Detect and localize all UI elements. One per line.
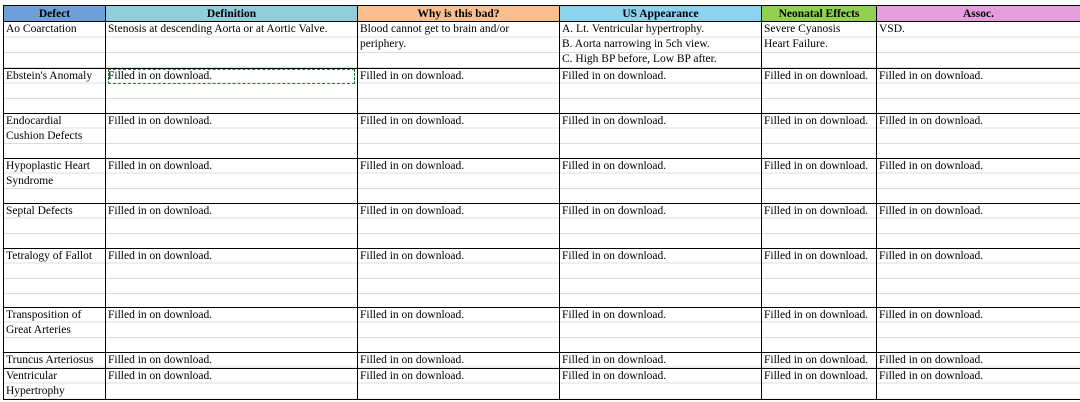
cell-text-line: Filled in on download. <box>764 69 869 82</box>
defect-cell[interactable] <box>4 248 106 307</box>
table-row <box>4 307 1080 352</box>
cell-text-line: VSD. <box>879 23 905 35</box>
assoc-cell[interactable] <box>877 368 1080 399</box>
cell-text-line: B. Aorta narrowing in 5ch view. <box>562 38 710 51</box>
assoc-cell[interactable] <box>877 113 1080 158</box>
defect-cell[interactable] <box>4 352 106 368</box>
cell-text-line: Filled in on download. <box>764 159 869 172</box>
cell-text-line: periphery. <box>360 38 407 51</box>
neonatal-effects-cell[interactable] <box>762 203 877 248</box>
cell-text-line: Hypoplastic Heart <box>6 159 90 172</box>
definition-cell[interactable] <box>106 368 358 399</box>
cell-text-line: Filled in on download. <box>108 69 355 84</box>
cell-text-line: Filled in on download. <box>360 353 465 366</box>
why-bad-cell[interactable] <box>358 307 560 352</box>
assoc-cell[interactable] <box>877 307 1080 352</box>
cell-text-line: Filled in on download. <box>108 204 213 217</box>
table-row <box>4 352 1080 368</box>
defect-cell[interactable] <box>4 203 106 248</box>
cell-text-line: Filled in on download. <box>562 308 667 321</box>
why-bad-cell[interactable] <box>358 248 560 307</box>
cell-text-line: Ventricular <box>6 369 58 382</box>
cell-text-line: Severe Cyanosis <box>764 23 841 35</box>
cell-text-line: Filled in on download. <box>879 114 984 127</box>
cell-text-line: Filled in on download. <box>108 369 213 382</box>
header-us-appearance[interactable]: US Appearance <box>560 6 762 22</box>
us-appearance-cell[interactable] <box>560 352 762 368</box>
cell-text-line: Ao Coarctation <box>6 23 77 35</box>
cell-text-line: Filled in on download. <box>562 204 667 217</box>
us-appearance-cell[interactable] <box>560 248 762 307</box>
definition-cell[interactable] <box>106 113 358 158</box>
us-appearance-cell[interactable] <box>560 203 762 248</box>
cell-text-line: Filled in on download. <box>360 369 465 382</box>
table-row <box>4 158 1080 203</box>
defect-cell[interactable] <box>4 113 106 158</box>
cell-text-line: Filled in on download. <box>879 204 984 217</box>
cell-text-line: Filled in on download. <box>562 353 667 366</box>
table-row <box>4 22 1080 69</box>
cell-text-line: Filled in on download. <box>879 249 984 262</box>
cell-text-line: Filled in on download. <box>879 69 984 82</box>
why-bad-cell[interactable] <box>358 158 560 203</box>
why-bad-cell[interactable] <box>358 113 560 158</box>
cell-text-line: A. Lt. Ventricular hypertrophy. <box>562 23 705 35</box>
definition-cell[interactable] <box>106 158 358 203</box>
cell-text-line: Filled in on download. <box>562 69 667 82</box>
header-row <box>4 6 1080 22</box>
why-bad-cell[interactable] <box>358 203 560 248</box>
defect-cell[interactable] <box>4 158 106 203</box>
cell-text-line: Filled in on download. <box>360 69 465 82</box>
us-appearance-cell[interactable] <box>560 307 762 352</box>
cell-text-line: C. High BP before, Low BP after. <box>562 53 717 66</box>
cell-text-line: Filled in on download. <box>764 114 869 127</box>
cell-text-line: Filled in on download. <box>764 353 869 366</box>
us-appearance-cell[interactable] <box>560 68 762 113</box>
cell-text-line: Truncus Arteriosus <box>6 353 94 366</box>
defect-cell[interactable] <box>4 307 106 352</box>
assoc-cell[interactable] <box>877 203 1080 248</box>
cell-text-line: Filled in on download. <box>360 159 465 172</box>
spreadsheet-grid <box>3 5 1080 400</box>
neonatal-effects-cell[interactable] <box>762 307 877 352</box>
defect-cell[interactable] <box>4 368 106 399</box>
table-row <box>4 248 1080 307</box>
why-bad-cell[interactable] <box>358 352 560 368</box>
header-assoc[interactable]: Assoc. <box>877 6 1080 22</box>
cell-text-line: Great Arteries <box>6 323 71 336</box>
assoc-cell[interactable] <box>877 158 1080 203</box>
table-body <box>4 22 1080 400</box>
cell-text-line: Filled in on download. <box>360 308 465 321</box>
cell-text-line: Filled in on download. <box>879 353 984 366</box>
cell-text-line: Filled in on download. <box>360 114 465 127</box>
neonatal-effects-cell[interactable] <box>762 158 877 203</box>
why-bad-cell[interactable] <box>358 368 560 399</box>
table-row <box>4 68 1080 113</box>
cell-text-line: Filled in on download. <box>879 159 984 172</box>
cell-text-line: Filled in on download. <box>360 204 465 217</box>
assoc-cell[interactable] <box>877 68 1080 113</box>
cell-text-line: Filled in on download. <box>764 369 869 382</box>
cell-text-line: Filled in on download. <box>562 114 667 127</box>
definition-cell[interactable] <box>106 248 358 307</box>
table-row <box>4 368 1080 399</box>
cell-text-line: Stenosis at descending Aorta or at Aortic Valve. <box>108 23 328 35</box>
cell-text-line: Filled in on download. <box>108 249 213 262</box>
header-defect[interactable]: Defect <box>4 6 106 22</box>
header-why-bad[interactable]: Why is this bad? <box>358 6 560 22</box>
cell-text-line: Cushion Defects <box>6 129 83 142</box>
neonatal-effects-cell[interactable] <box>762 68 877 113</box>
cell-text-line: Septal Defects <box>6 204 73 217</box>
table-row <box>4 203 1080 248</box>
cell-text-line: Filled in on download. <box>360 249 465 262</box>
cell-text-line: Filled in on download. <box>562 159 667 172</box>
cell-text-line: Filled in on download. <box>562 369 667 382</box>
cell-text-line: Tetralogy of Fallot <box>6 249 93 262</box>
header-neonatal-effects[interactable]: Neonatal Effects <box>762 6 877 22</box>
definition-cell[interactable] <box>106 307 358 352</box>
defect-cell[interactable] <box>4 22 106 69</box>
neonatal-effects-cell[interactable] <box>762 368 877 399</box>
why-bad-cell[interactable] <box>358 68 560 113</box>
us-appearance-cell[interactable] <box>560 158 762 203</box>
cell-text-line: Filled in on download. <box>108 114 213 127</box>
cell-text-line: Filled in on download. <box>764 249 869 262</box>
neonatal-effects-cell[interactable] <box>762 248 877 307</box>
neonatal-effects-cell[interactable] <box>762 352 877 368</box>
assoc-cell[interactable] <box>877 22 1080 69</box>
neonatal-effects-cell[interactable] <box>762 22 877 69</box>
cell-text-line: Filled in on download. <box>764 204 869 217</box>
assoc-cell[interactable] <box>877 248 1080 307</box>
definition-cell[interactable] <box>106 352 358 368</box>
us-appearance-cell[interactable] <box>560 113 762 158</box>
table-row <box>4 113 1080 158</box>
assoc-cell[interactable] <box>877 352 1080 368</box>
cell-text-line: Hypertrophy <box>6 385 65 398</box>
defects-table <box>3 5 1080 400</box>
neonatal-effects-cell[interactable] <box>762 113 877 158</box>
cell-text-line: Filled in on download. <box>108 353 213 366</box>
cell-text-line: Endocardial <box>6 114 62 127</box>
cell-text-line: Filled in on download. <box>879 308 984 321</box>
cell-text-line: Filled in on download. <box>108 308 213 321</box>
cell-text-line: Blood cannot get to brain and/or <box>360 23 510 35</box>
cell-text-line: Filled in on download. <box>764 308 869 321</box>
cell-text-line: Ebstein's Anomaly <box>6 69 93 82</box>
us-appearance-cell[interactable] <box>560 368 762 399</box>
cell-text-line: Transposition of <box>6 308 82 321</box>
cell-text-line: Filled in on download. <box>879 369 984 382</box>
cell-text-line: Filled in on download. <box>562 249 667 262</box>
definition-cell[interactable] <box>106 68 358 113</box>
us-appearance-cell[interactable] <box>560 22 762 69</box>
cell-text-line: Filled in on download. <box>108 159 213 172</box>
cell-text-line: Syndrome <box>6 174 54 187</box>
defect-cell[interactable] <box>4 68 106 113</box>
definition-cell[interactable] <box>106 22 358 69</box>
cell-text-line: Heart Failure. <box>764 38 828 51</box>
why-bad-cell[interactable] <box>358 22 560 69</box>
definition-cell[interactable] <box>106 203 358 248</box>
header-definition[interactable]: Definition <box>106 6 358 22</box>
